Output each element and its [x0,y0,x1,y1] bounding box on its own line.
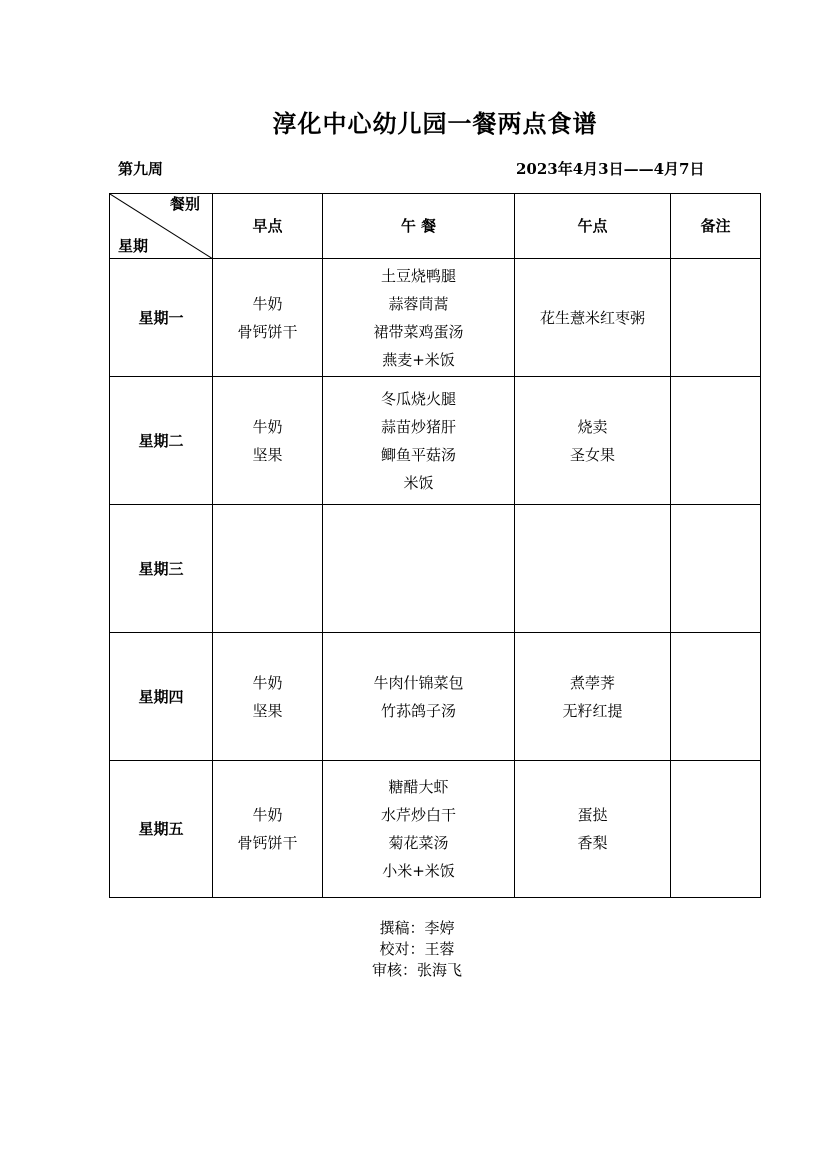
note-cell [671,761,761,898]
author-credit: 撰稿：李婷 [379,919,455,937]
table-row [110,505,761,633]
snack-cell [515,259,671,377]
day-cell: 星期二 [110,377,213,505]
menu-item: 土豆烧鸭腿 [380,266,456,285]
date-range: 2023年4月3日——4月7日 [516,160,705,178]
table-row [110,259,761,377]
corner-label-day: 星期 [118,237,149,255]
menu-item: 菊花菜汤 [388,834,449,852]
snack-cell [515,377,671,505]
corner-header-cell [110,194,213,259]
snack-cell [515,633,671,761]
breakfast-cell [213,259,323,377]
menu-item: 坚果 [252,701,283,720]
day-cell: 星期四 [110,633,213,761]
snack-cell [515,505,671,633]
menu-item: 小米+米饭 [382,862,455,880]
table-row [110,633,761,761]
day-cell: 星期三 [110,505,213,633]
menu-item: 圣女果 [569,445,615,464]
menu-item: 香梨 [577,834,608,852]
menu-item: 煮荸荠 [569,673,615,692]
menu-item: 蒜蓉茼蒿 [388,294,449,313]
reviewer-credit: 审核：张海飞 [371,961,462,979]
breakfast-cell [213,505,323,633]
table-row [110,761,761,898]
menu-item: 牛奶 [252,417,283,436]
breakfast-cell [213,633,323,761]
menu-item: 冬瓜烧火腿 [380,389,456,408]
column-header-note: 备注 [671,194,761,259]
menu-item: 牛肉什锦菜包 [373,673,464,692]
day-cell: 星期一 [110,259,213,377]
snack-cell [515,761,671,898]
menu-table [109,193,761,898]
breakfast-cell [213,761,323,898]
note-cell [671,259,761,377]
menu-item: 无籽红提 [562,701,623,720]
menu-item: 花生薏米红枣粥 [539,308,645,327]
menu-item: 骨钙饼干 [237,322,298,341]
menu-item: 鲫鱼平菇汤 [380,445,456,464]
column-header-snack: 午点 [515,194,671,259]
note-cell [671,377,761,505]
proofreader-credit: 校对：王蓉 [379,940,455,958]
menu-item: 竹荪鸽子汤 [380,701,456,720]
lunch-cell [323,377,515,505]
corner-label-meal: 餐别 [169,195,200,213]
footer-credits [0,918,827,981]
menu-item: 牛奶 [252,806,283,824]
menu-item: 牛奶 [252,294,283,313]
table-row [110,377,761,505]
lunch-cell [323,259,515,377]
menu-item: 米饭 [403,473,434,492]
note-cell [671,633,761,761]
lunch-cell [323,761,515,898]
menu-item: 燕麦+米饭 [382,350,455,369]
menu-item: 裙带菜鸡蛋汤 [373,322,464,341]
menu-item: 坚果 [252,445,283,464]
menu-item: 糖醋大虾 [388,778,449,796]
table-header-row [110,194,761,259]
page-title: 淳化中心幼儿园一餐两点食谱 [272,109,598,138]
lunch-cell [323,633,515,761]
day-cell: 星期五 [110,761,213,898]
lunch-cell [323,505,515,633]
menu-item: 蒜苗炒猪肝 [380,417,456,436]
column-header-lunch: 午 餐 [323,194,515,259]
menu-item: 烧卖 [577,417,608,436]
note-cell [671,505,761,633]
menu-item: 蛋挞 [577,806,608,824]
menu-item: 骨钙饼干 [237,834,298,852]
breakfast-cell [213,377,323,505]
column-header-breakfast: 早点 [213,194,323,259]
week-label: 第九周 [118,160,164,178]
menu-item: 水芹炒白干 [380,806,456,824]
menu-item: 牛奶 [252,673,283,692]
